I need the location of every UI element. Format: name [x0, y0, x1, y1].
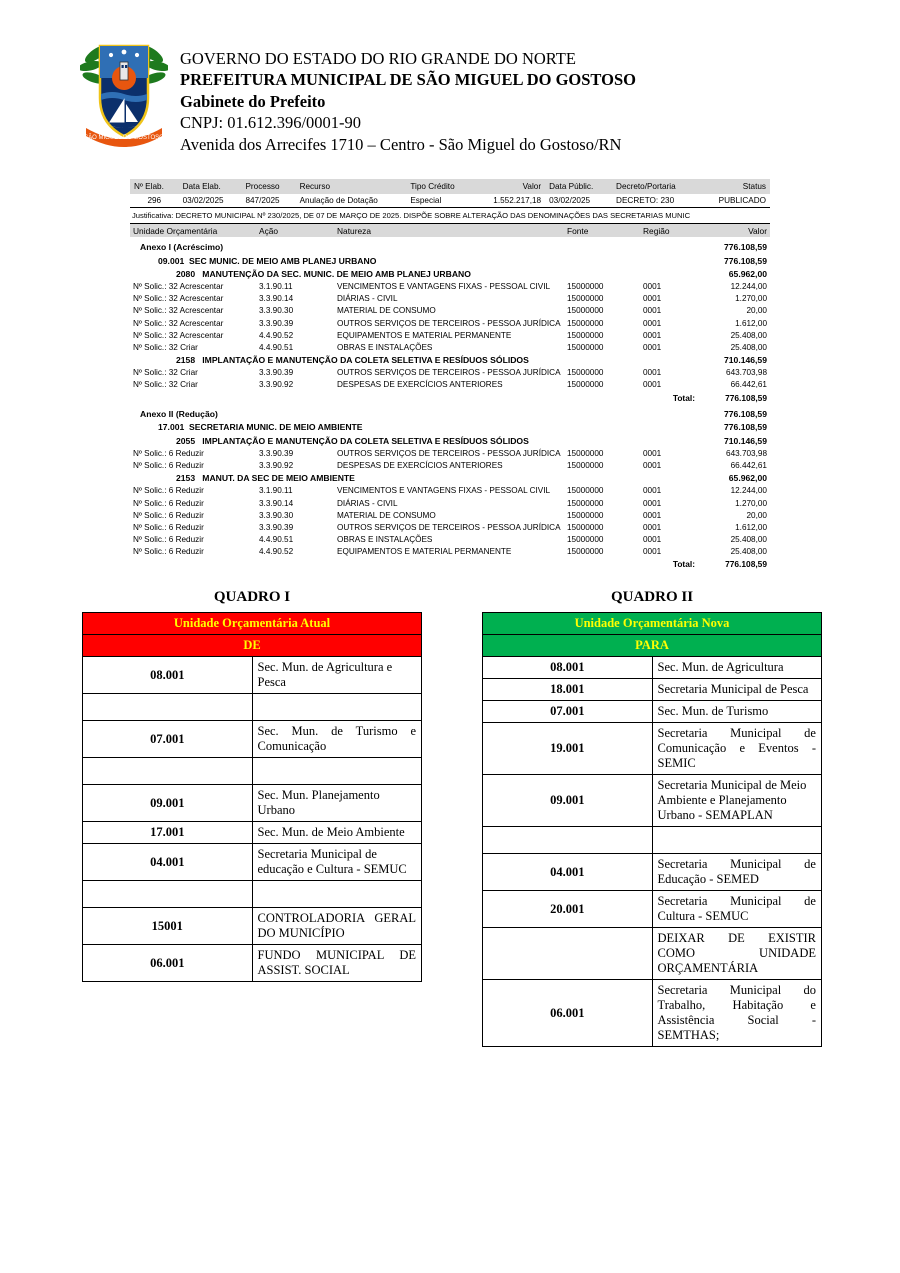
item-natureza: OUTROS SERVIÇOS DE TERCEIROS - PESSOA JURÍDICA — [337, 448, 561, 458]
item-natureza: EQUIPAMENTOS E MATERIAL PERMANENTE — [337, 547, 512, 557]
acao-label: 2153 MANUT. DA SEC DE MEIO AMBIENTE — [176, 473, 355, 484]
col-data-public: Data Públic. — [545, 179, 612, 194]
dcol-unidade: Unidade Orçamentária — [130, 224, 256, 237]
item-valor: 12.244,00 — [730, 486, 767, 496]
quadro-1-text: Sec. Mun. de Turismo e Comunicação — [252, 721, 422, 758]
item-regiao: 0001 — [643, 522, 662, 532]
item-natureza-code: 3.3.90.39 — [259, 522, 294, 532]
detail-unidade-row — [130, 421, 770, 434]
quadros-section — [0, 571, 900, 1047]
quadro-1-code — [83, 694, 253, 721]
crest-ribbon-text: SÃO MIGUEL DO GOSTOSO — [84, 135, 164, 141]
cell-valor: 1.552.217,18 — [493, 196, 542, 206]
item-solicitacao: Nº Solic.: 6 Reduzir — [133, 535, 204, 545]
quadro-2-row — [483, 701, 822, 723]
detail-item-row — [130, 521, 770, 533]
dcol-natureza: Natureza — [334, 224, 564, 237]
item-valor: 20,00 — [746, 510, 767, 520]
item-solicitacao: Nº Solic.: 6 Reduzir — [133, 522, 204, 532]
cell-numero: 296 — [147, 196, 162, 206]
item-fonte: 15000000 — [567, 342, 604, 352]
quadro-2-row — [483, 827, 822, 854]
item-natureza-code: 3.3.90.92 — [259, 380, 294, 390]
quadro-1-header-row-2 — [83, 635, 422, 657]
quadro-2-code: 20.001 — [483, 891, 653, 928]
budget-justification-row — [130, 208, 770, 224]
unidade-valor: 776.108,59 — [723, 255, 767, 266]
item-solicitacao: Nº Solic.: 6 Reduzir — [133, 460, 204, 470]
quadro-1-code: 08.001 — [83, 657, 253, 694]
acao-label: 2080 MANUTENÇÃO DA SEC. MUNIC. DE MEIO AMB PLANEJ URBANO — [176, 268, 471, 279]
detail-unidade-row — [130, 254, 770, 267]
quadro-2-code — [483, 928, 653, 980]
quadro-1-text: Sec. Mun. de Meio Ambiente — [252, 822, 422, 844]
header-line-state: GOVERNO DO ESTADO DO RIO GRANDE DO NORTE — [180, 49, 576, 68]
cell-recurso: Anulação de Dotação — [299, 196, 378, 206]
item-regiao: 0001 — [643, 342, 662, 352]
quadro-2-code: 07.001 — [483, 701, 653, 723]
quadro-1-row — [83, 822, 422, 844]
quadro-2-table — [482, 612, 822, 1047]
col-data-elab: Data Elab. — [179, 179, 242, 194]
total-valor: 776.108,59 — [725, 559, 767, 570]
header-text-block — [168, 38, 636, 155]
col-tipo-credito: Tipo Crédito — [406, 179, 473, 194]
quadro-1-code — [83, 758, 253, 785]
quadro-2-text: DEIXAR DE EXISTIR COMO UNIDADE ORÇAMENTÁRIA — [652, 928, 822, 980]
item-natureza: VENCIMENTOS E VANTAGENS FIXAS - PESSOAL CIVIL — [337, 281, 551, 291]
quadro-1-body — [83, 657, 422, 982]
quadro-1-code: 06.001 — [83, 945, 253, 982]
quadro-1-code: 09.001 — [83, 785, 253, 822]
quadro-1-text — [252, 694, 422, 721]
quadro-1-row — [83, 844, 422, 881]
item-natureza-code: 3.1.90.11 — [259, 486, 293, 496]
item-fonte: 15000000 — [567, 318, 604, 328]
item-valor: 12.244,00 — [730, 281, 767, 291]
quadro-2-head-1: Unidade Orçamentária Nova — [483, 613, 822, 635]
cell-tipo-credito: Especial — [410, 196, 442, 206]
item-natureza: OUTROS SERVIÇOS DE TERCEIROS - PESSOA JURÍDICA — [337, 368, 561, 378]
item-fonte: 15000000 — [567, 498, 604, 508]
acao-valor: 65.962,00 — [728, 473, 767, 484]
quadro-1-text — [252, 881, 422, 908]
detail-anexo-row — [130, 404, 770, 421]
header-line-office: Gabinete do Prefeito — [180, 91, 326, 111]
item-natureza-code: 3.3.90.39 — [259, 318, 294, 328]
quadro-2-text: Secretaria Municipal de Meio Ambiente e Planejamento Urbano - SEMAPLAN — [652, 775, 822, 827]
item-fonte: 15000000 — [567, 547, 604, 557]
header-line-cnpj: CNPJ: 01.612.396/0001-90 — [180, 113, 362, 133]
quadro-2-text — [652, 827, 822, 854]
item-solicitacao: Nº Solic.: 6 Reduzir — [133, 510, 204, 520]
item-natureza: MATERIAL DE CONSUMO — [337, 306, 436, 316]
item-fonte: 15000000 — [567, 535, 604, 545]
cell-decreto: DECRETO: 230 — [616, 196, 675, 206]
item-natureza: DESPESAS DE EXERCÍCIOS ANTERIORES — [337, 380, 503, 390]
detail-item-row — [130, 280, 770, 292]
quadro-1-code — [83, 881, 253, 908]
item-natureza-code: 3.3.90.30 — [259, 510, 294, 520]
quadro-1-row — [83, 881, 422, 908]
item-fonte: 15000000 — [567, 306, 604, 316]
quadro-1-row — [83, 694, 422, 721]
item-regiao: 0001 — [643, 547, 662, 557]
acao-label: 2158 IMPLANTAÇÃO E MANUTENÇÃO DA COLETA SELETIVA E RESÍDUOS SÓLIDOS — [176, 355, 529, 366]
item-solicitacao: Nº Solic.: 6 Reduzir — [133, 448, 204, 458]
col-numero: Nº Elab. — [130, 179, 179, 194]
quadro-1-row — [83, 657, 422, 694]
item-natureza-code: 3.3.90.14 — [259, 498, 294, 508]
item-natureza-code: 4.4.90.52 — [259, 330, 294, 340]
quadro-1-head-1: Unidade Orçamentária Atual — [83, 613, 422, 635]
quadro-2-row — [483, 723, 822, 775]
budget-summary-table — [130, 179, 770, 224]
detail-item-row — [130, 379, 770, 391]
item-valor: 66.442,61 — [730, 380, 767, 390]
item-fonte: 15000000 — [567, 510, 604, 520]
quadro-2-block — [482, 589, 822, 1047]
item-natureza: OBRAS E INSTALAÇÕES — [337, 342, 433, 352]
item-solicitacao: Nº Solic.: 32 Acrescentar — [133, 330, 224, 340]
quadro-1-code: 15001 — [83, 908, 253, 945]
quadro-1-table — [82, 612, 422, 982]
item-regiao: 0001 — [643, 535, 662, 545]
item-natureza-code: 3.3.90.14 — [259, 294, 294, 304]
item-solicitacao: Nº Solic.: 32 Acrescentar — [133, 318, 224, 328]
quadro-2-row — [483, 891, 822, 928]
anexo-valor: 776.108,59 — [723, 409, 767, 420]
budget-header-row — [130, 179, 770, 194]
item-regiao: 0001 — [643, 330, 662, 340]
col-status: Status — [699, 179, 770, 194]
quadro-1-header-row-1 — [83, 613, 422, 635]
detail-total-row — [130, 391, 770, 404]
quadro-2-row — [483, 775, 822, 827]
detail-item-row — [130, 497, 770, 509]
justification-text: Justificativa: DECRETO MUNICIPAL Nº 230/2025, DE 07 DE MARÇO DE 2025. DISPÕE SOBRE ALTERAÇÃO DAS DENOMINAÇÕES DAS SECRETARIAS MUNIC — [130, 208, 770, 224]
item-solicitacao: Nº Solic.: 6 Reduzir — [133, 498, 204, 508]
item-valor: 1.612,00 — [735, 522, 767, 532]
item-fonte: 15000000 — [567, 486, 604, 496]
item-natureza: EQUIPAMENTOS E MATERIAL PERMANENTE — [337, 330, 512, 340]
quadro-2-code: 08.001 — [483, 657, 653, 679]
quadro-1-code: 17.001 — [83, 822, 253, 844]
quadro-2-row — [483, 980, 822, 1047]
item-valor: 66.442,61 — [730, 460, 767, 470]
dcol-regiao: Região — [640, 224, 698, 237]
quadro-1-block — [82, 589, 422, 1047]
item-fonte: 15000000 — [567, 294, 604, 304]
item-natureza: VENCIMENTOS E VANTAGENS FIXAS - PESSOAL CIVIL — [337, 486, 551, 496]
item-fonte: 15000000 — [567, 281, 604, 291]
unidade-label: 09.001 SEC MUNIC. DE MEIO AMB PLANEJ URBANO — [158, 255, 377, 266]
detail-acao-row — [130, 472, 770, 485]
item-natureza: OUTROS SERVIÇOS DE TERCEIROS - PESSOA JURÍDICA — [337, 318, 561, 328]
quadro-2-code: 19.001 — [483, 723, 653, 775]
acao-valor: 710.146,59 — [723, 435, 767, 446]
quadro-2-code: 06.001 — [483, 980, 653, 1047]
item-natureza: OBRAS E INSTALAÇÕES — [337, 535, 433, 545]
detail-item-row — [130, 367, 770, 379]
item-solicitacao: Nº Solic.: 32 Acrescentar — [133, 294, 224, 304]
item-fonte: 15000000 — [567, 460, 604, 470]
header-line-address: Avenida dos Arrecifes 1710 – Centro - São Miguel do Gostoso/RN — [180, 134, 622, 154]
unidade-label: 17.001 SECRETARIA MUNIC. DE MEIO AMBIENTE — [158, 422, 363, 433]
cell-status: PUBLICADO — [718, 196, 766, 206]
item-valor: 1.612,00 — [735, 318, 767, 328]
quadro-2-text: Secretaria Municipal de Pesca — [652, 679, 822, 701]
item-solicitacao: Nº Solic.: 32 Criar — [133, 368, 198, 378]
item-natureza: DESPESAS DE EXERCÍCIOS ANTERIORES — [337, 460, 503, 470]
quadro-2-header-row-2 — [483, 635, 822, 657]
quadro-1-text — [252, 758, 422, 785]
col-decreto: Decreto/Portaria — [612, 179, 699, 194]
quadro-2-code: 04.001 — [483, 854, 653, 891]
acao-label: 2055 IMPLANTAÇÃO E MANUTENÇÃO DA COLETA SELETIVA E RESÍDUOS SÓLIDOS — [176, 435, 529, 446]
detail-item-row — [130, 546, 770, 558]
header-line-city: PREFEITURA MUNICIPAL DE SÃO MIGUEL DO GOSTOSO — [180, 70, 636, 90]
quadro-2-title: QUADRO II — [610, 589, 694, 606]
item-natureza-code: 4.4.90.51 — [259, 535, 294, 545]
quadro-1-title: QUADRO I — [213, 589, 291, 606]
quadro-1-text: Sec. Mun. Planejamento Urbano — [252, 785, 422, 822]
item-natureza-code: 3.3.90.39 — [259, 448, 294, 458]
item-natureza: DIÁRIAS - CIVIL — [337, 294, 398, 304]
item-valor: 20,00 — [746, 306, 767, 316]
quadro-1-text: Secretaria Municipal de educação e Cultura - SEMUC — [252, 844, 422, 881]
dcol-fonte: Fonte — [564, 224, 640, 237]
item-natureza-code: 3.3.90.92 — [259, 460, 294, 470]
quadro-2-text: Secretaria Municipal de Comunicação e Eventos - SEMIC — [652, 723, 822, 775]
cell-data-elab: 03/02/2025 — [182, 196, 224, 206]
acao-valor: 710.146,59 — [723, 355, 767, 366]
item-regiao: 0001 — [643, 448, 662, 458]
quadro-2-text: Secretaria Municipal de Educação - SEMED — [652, 854, 822, 891]
quadro-1-row — [83, 945, 422, 982]
col-processo: Processo — [241, 179, 295, 194]
anexo-label: Anexo II (Redução) — [140, 409, 218, 420]
quadro-2-body — [483, 657, 822, 1047]
item-fonte: 15000000 — [567, 448, 604, 458]
total-label: Total: — [672, 392, 695, 403]
anexo-label: Anexo I (Acréscimo) — [140, 242, 224, 253]
item-valor: 25.408,00 — [730, 330, 767, 340]
item-valor: 643.703,98 — [726, 368, 767, 378]
item-natureza: MATERIAL DE CONSUMO — [337, 510, 436, 520]
item-valor: 25.408,00 — [730, 547, 767, 557]
anexo-valor: 776.108,59 — [723, 242, 767, 253]
quadro-2-text: Sec. Mun. de Agricultura — [652, 657, 822, 679]
col-recurso: Recurso — [296, 179, 407, 194]
detail-item-row — [130, 329, 770, 341]
detail-item-row — [130, 305, 770, 317]
detail-acao-row — [130, 434, 770, 447]
cell-data-public: 03/02/2025 — [549, 196, 591, 206]
quadro-1-text: CONTROLADORIA GERAL DO MUNICÍPIO — [252, 908, 422, 945]
item-regiao: 0001 — [643, 294, 662, 304]
item-regiao: 0001 — [643, 318, 662, 328]
quadro-2-row — [483, 679, 822, 701]
acao-valor: 65.962,00 — [728, 268, 767, 279]
item-valor: 25.408,00 — [730, 535, 767, 545]
detail-acao-row — [130, 353, 770, 366]
detail-header-row — [130, 224, 770, 237]
document-header — [0, 0, 900, 155]
dcol-acao: Ação — [256, 224, 334, 237]
item-natureza: OUTROS SERVIÇOS DE TERCEIROS - PESSOA JURÍDICA — [337, 522, 561, 532]
item-solicitacao: Nº Solic.: 6 Reduzir — [133, 486, 204, 496]
item-regiao: 0001 — [643, 510, 662, 520]
item-valor: 643.703,98 — [726, 448, 767, 458]
total-valor: 776.108,59 — [725, 392, 767, 403]
quadro-1-head-2: DE — [83, 635, 422, 657]
crest-container — [0, 38, 168, 150]
item-solicitacao: Nº Solic.: 6 Reduzir — [133, 547, 204, 557]
detail-item-row — [130, 534, 770, 546]
item-valor: 25.408,00 — [730, 342, 767, 352]
unidade-valor: 776.108,59 — [723, 422, 767, 433]
budget-detail-table — [130, 224, 770, 571]
quadro-1-code: 04.001 — [83, 844, 253, 881]
quadro-1-row — [83, 721, 422, 758]
item-regiao: 0001 — [643, 486, 662, 496]
item-fonte: 15000000 — [567, 380, 604, 390]
quadro-2-row — [483, 657, 822, 679]
detail-item-row — [130, 459, 770, 471]
item-regiao: 0001 — [643, 368, 662, 378]
item-regiao: 0001 — [643, 281, 662, 291]
quadro-2-code: 18.001 — [483, 679, 653, 701]
quadro-1-text: FUNDO MUNICIPAL DE ASSIST. SOCIAL — [252, 945, 422, 982]
detail-item-row — [130, 317, 770, 329]
quadro-1-row — [83, 758, 422, 785]
detail-acao-row — [130, 267, 770, 280]
quadro-2-text: Sec. Mun. de Turismo — [652, 701, 822, 723]
item-regiao: 0001 — [643, 460, 662, 470]
quadro-1-code: 07.001 — [83, 721, 253, 758]
item-regiao: 0001 — [643, 380, 662, 390]
item-solicitacao: Nº Solic.: 32 Criar — [133, 380, 198, 390]
item-solicitacao: Nº Solic.: 32 Acrescentar — [133, 281, 224, 291]
item-natureza-code: 3.3.90.30 — [259, 306, 294, 316]
item-natureza-code: 4.4.90.52 — [259, 547, 294, 557]
item-solicitacao: Nº Solic.: 32 Acrescentar — [133, 306, 224, 316]
item-natureza: DIÁRIAS - CIVIL — [337, 498, 398, 508]
quadro-2-row — [483, 928, 822, 980]
detail-item-row — [130, 341, 770, 353]
detail-item-row — [130, 509, 770, 521]
item-valor: 1.270,00 — [735, 294, 767, 304]
quadro-2-head-2: PARA — [483, 635, 822, 657]
budget-data-row — [130, 194, 770, 208]
detail-rows-body — [130, 237, 770, 571]
budget-section — [0, 179, 900, 571]
item-fonte: 15000000 — [567, 368, 604, 378]
item-fonte: 15000000 — [567, 330, 604, 340]
detail-item-row — [130, 485, 770, 497]
quadro-2-text: Secretaria Municipal de Cultura - SEMUC — [652, 891, 822, 928]
item-fonte: 15000000 — [567, 522, 604, 532]
quadro-2-code — [483, 827, 653, 854]
quadro-1-row — [83, 908, 422, 945]
dcol-valor: Valor — [698, 224, 770, 237]
quadro-1-text: Sec. Mun. de Agricultura e Pesca — [252, 657, 422, 694]
quadro-1-row — [83, 785, 422, 822]
item-natureza-code: 3.1.90.11 — [259, 281, 293, 291]
col-valor: Valor — [473, 179, 545, 194]
item-natureza-code: 3.3.90.39 — [259, 368, 294, 378]
item-solicitacao: Nº Solic.: 32 Criar — [133, 342, 198, 352]
quadro-2-code: 09.001 — [483, 775, 653, 827]
detail-item-row — [130, 293, 770, 305]
item-natureza-code: 4.4.90.51 — [259, 342, 294, 352]
quadro-2-text: Secretaria Municipal do Trabalho, Habitação e Assistência Social - SEMTHAS; — [652, 980, 822, 1047]
municipal-coat-of-arms-icon — [80, 38, 168, 150]
detail-item-row — [130, 447, 770, 459]
detail-anexo-row — [130, 237, 770, 254]
detail-total-row — [130, 558, 770, 571]
item-regiao: 0001 — [643, 498, 662, 508]
quadro-2-header-row-1 — [483, 613, 822, 635]
total-label: Total: — [672, 559, 695, 570]
item-regiao: 0001 — [643, 306, 662, 316]
cell-processo: 847/2025 — [245, 196, 280, 206]
item-valor: 1.270,00 — [735, 498, 767, 508]
quadro-2-row — [483, 854, 822, 891]
